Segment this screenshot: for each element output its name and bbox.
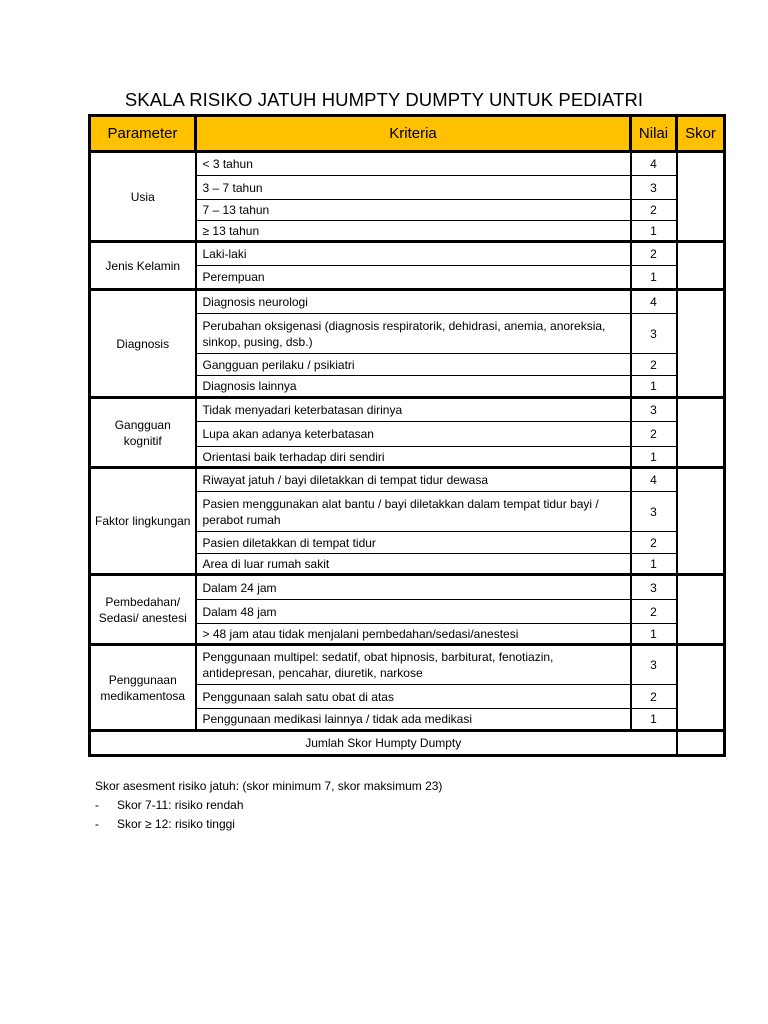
kriteria-cell: Laki-laki xyxy=(196,242,631,266)
table-row xyxy=(90,290,725,314)
nilai-cell: 1 xyxy=(631,624,677,645)
skor-cell[interactable] xyxy=(677,398,725,468)
kriteria-cell: Dalam 48 jam xyxy=(196,600,631,624)
nilai-cell: 1 xyxy=(631,447,677,468)
note-item xyxy=(95,796,442,815)
nilai-cell: 4 xyxy=(631,468,677,492)
nilai-cell: 2 xyxy=(631,532,677,554)
page-title: SKALA RISIKO JATUH HUMPTY DUMPTY UNTUK PEDIATRI xyxy=(124,89,644,110)
kriteria-cell: ≥ 13 tahun xyxy=(196,221,631,242)
kriteria-cell: 7 – 13 tahun xyxy=(196,200,631,221)
note-text: Skor ≥ 12: risiko tinggi xyxy=(117,817,235,831)
total-row xyxy=(90,731,725,756)
skor-cell[interactable] xyxy=(677,290,725,398)
table-row xyxy=(90,575,725,600)
kriteria-cell: Penggunaan multipel: sedatif, obat hipnosis, barbiturat, fenotiazin, antidepresan, pencahar, diuretik, narkose xyxy=(196,645,631,685)
header-kriteria: Kriteria xyxy=(196,116,631,152)
nilai-cell: 2 xyxy=(631,242,677,266)
header-parameter: Parameter xyxy=(90,116,196,152)
header-nilai: Nilai xyxy=(631,116,677,152)
kriteria-cell: Lupa akan adanya keterbatasan xyxy=(196,422,631,447)
note-bullet: - xyxy=(95,817,99,831)
nilai-cell: 1 xyxy=(631,376,677,398)
notes-intro: Skor asesment risiko jatuh: (skor minimum 7, skor maksimum 23) xyxy=(95,779,443,793)
table-row xyxy=(90,152,725,176)
table-row xyxy=(90,242,725,266)
table-row xyxy=(90,468,725,492)
kriteria-cell: Tidak menyadari keterbatasan dirinya xyxy=(196,398,631,422)
parameter-cell: Pembedahan/ Sedasi/ anestesi xyxy=(90,575,196,645)
nilai-cell: 1 xyxy=(631,266,677,290)
nilai-cell: 2 xyxy=(631,200,677,221)
table-row xyxy=(90,645,725,685)
nilai-cell: 3 xyxy=(631,575,677,600)
skor-cell[interactable] xyxy=(677,575,725,645)
total-skor-cell[interactable] xyxy=(677,731,725,756)
parameter-cell: Jenis Kelamin xyxy=(90,242,196,290)
nilai-cell: 1 xyxy=(631,554,677,575)
parameter-cell: Faktor lingkungan xyxy=(90,468,196,575)
nilai-cell: 3 xyxy=(631,492,677,532)
nilai-cell: 2 xyxy=(631,422,677,447)
kriteria-cell: Diagnosis neurologi xyxy=(196,290,631,314)
nilai-cell: 2 xyxy=(631,685,677,709)
header-skor: Skor xyxy=(677,116,725,152)
kriteria-cell: Perubahan oksigenasi (diagnosis respiratorik, dehidrasi, anemia, anoreksia, sinkop, pusing, dsb.) xyxy=(196,314,631,354)
kriteria-cell: > 48 jam atau tidak menjalani pembedahan/sedasi/anestesi xyxy=(196,624,631,645)
nilai-cell: 3 xyxy=(631,176,677,200)
note-item xyxy=(95,815,442,834)
kriteria-cell: Orientasi baik terhadap diri sendiri xyxy=(196,447,631,468)
risk-scale-table xyxy=(88,114,726,757)
table-body xyxy=(90,152,725,756)
skor-cell[interactable] xyxy=(677,645,725,731)
nilai-cell: 2 xyxy=(631,354,677,376)
table-row xyxy=(90,398,725,422)
note-bullet: - xyxy=(95,798,99,812)
nilai-cell: 3 xyxy=(631,398,677,422)
skor-cell[interactable] xyxy=(677,468,725,575)
kriteria-cell: Penggunaan salah satu obat di atas xyxy=(196,685,631,709)
nilai-cell: 4 xyxy=(631,152,677,176)
kriteria-cell: Gangguan perilaku / psikiatri xyxy=(196,354,631,376)
kriteria-cell: Diagnosis lainnya xyxy=(196,376,631,398)
skor-cell[interactable] xyxy=(677,152,725,242)
parameter-cell: Usia xyxy=(90,152,196,242)
kriteria-cell: Riwayat jatuh / bayi diletakkan di tempat tidur dewasa xyxy=(196,468,631,492)
kriteria-cell: < 3 tahun xyxy=(196,152,631,176)
kriteria-cell: Dalam 24 jam xyxy=(196,575,631,600)
kriteria-cell: Pasien diletakkan di tempat tidur xyxy=(196,532,631,554)
skor-cell[interactable] xyxy=(677,242,725,290)
nilai-cell: 2 xyxy=(631,600,677,624)
nilai-cell: 1 xyxy=(631,221,677,242)
nilai-cell: 1 xyxy=(631,709,677,731)
note-text: Skor 7-11: risiko rendah xyxy=(117,798,244,812)
parameter-cell: Gangguan kognitif xyxy=(90,398,196,468)
kriteria-cell: Area di luar rumah sakit xyxy=(196,554,631,575)
parameter-cell: Penggunaan medikamentosa xyxy=(90,645,196,731)
kriteria-cell: 3 – 7 tahun xyxy=(196,176,631,200)
nilai-cell: 3 xyxy=(631,314,677,354)
nilai-cell: 3 xyxy=(631,645,677,685)
score-notes xyxy=(95,777,442,834)
nilai-cell: 4 xyxy=(631,290,677,314)
total-label: Jumlah Skor Humpty Dumpty xyxy=(90,731,677,756)
parameter-cell: Diagnosis xyxy=(90,290,196,398)
kriteria-cell: Perempuan xyxy=(196,266,631,290)
kriteria-cell: Pasien menggunakan alat bantu / bayi diletakkan dalam tempat tidur bayi / perabot rumah xyxy=(196,492,631,532)
kriteria-cell: Penggunaan medikasi lainnya / tidak ada medikasi xyxy=(196,709,631,731)
table-header-row xyxy=(90,116,725,152)
